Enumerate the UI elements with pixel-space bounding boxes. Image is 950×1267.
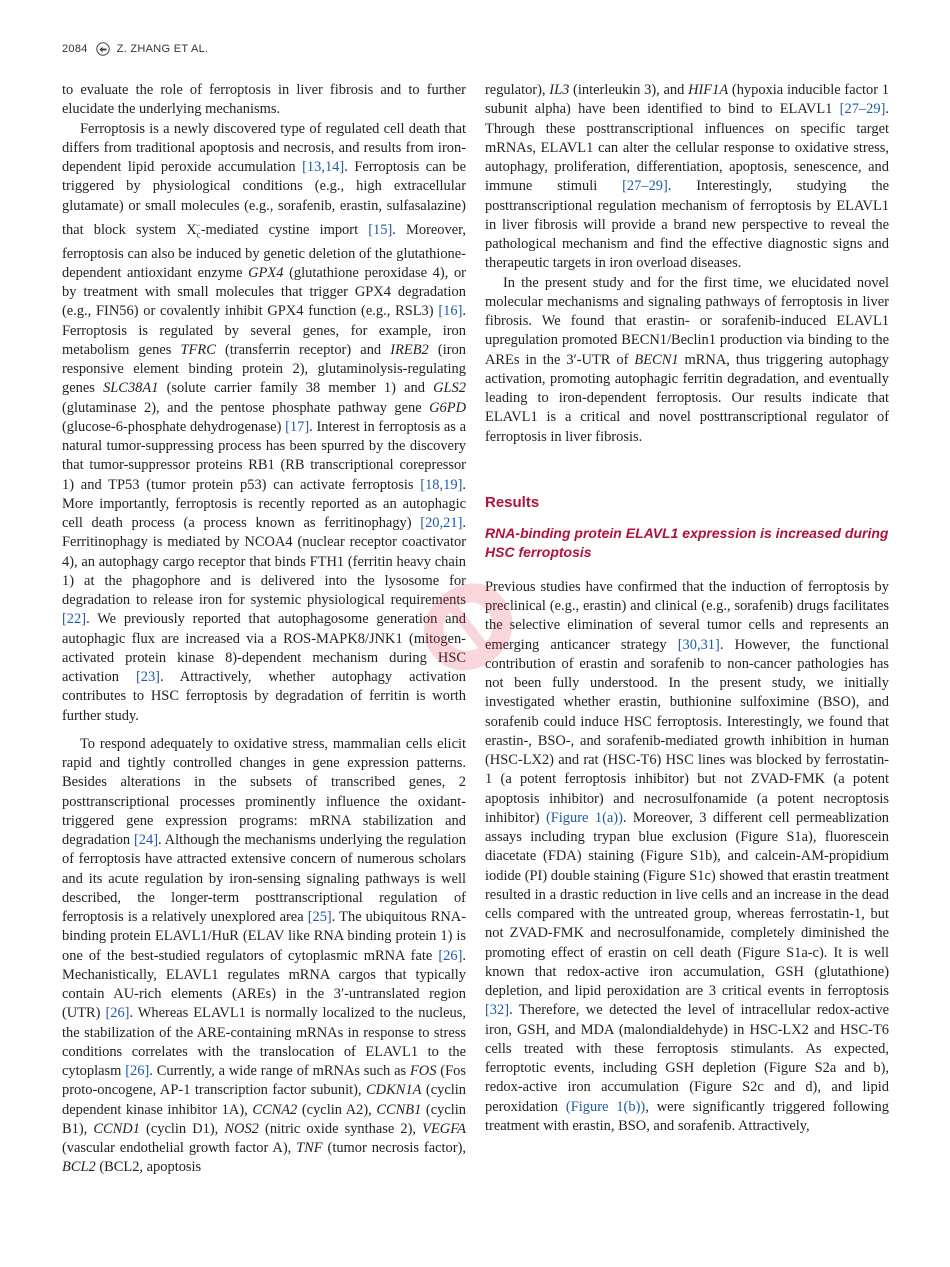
running-head bbox=[62, 40, 208, 58]
paragraph: Ferroptosis is a newly discovered type of regulated cell death that differs from traditional apoptosis and necrosis, and results from iron-dependent lipid peroxide accumulation [13,14]. Ferroptosis can be triggered by physiological conditions (e.g., high extracellular glutamate) or small molecules (e.g., sorafenib, erastin, sulfasalazine) that block system $X_c^-$-mediated cystine import [15]. Moreover, ferroptosis can also be induced by genetic deletion of the glutathione-dependent antioxidant enzyme GPX4 (glutathione peroxidase 4), or by treatment with small molecules that trigger GPX4 degradation (e.g., FIN56) or covalently inhibit GPX4 function (e.g., RSL3) [16]. Ferroptosis is regulated by several genes, for example, iron metabolism genes TFRC (transferrin receptor) and IREB2 (iron responsive element binding protein 2), glutaminolysis-regulating genes SLC38A1 (solute carrier family 38 member 1) and GLS2 (glutaminase 2), and the pentose phosphate pathway gene G6PD (glucose-6-phosphate dehydrogenase) [17]. Interest in ferroptosis as a natural tumor-suppressing process has been spurred by the discovery that tumor-suppressor proteins RB1 (RB transcriptional corepressor 1) and TP53 (tumor protein p53) can activate ferroptosis [18,19]. More importantly, ferroptosis is recently reported as an autophagic cell death process (a process known as ferritinophagy) [20,21]. Ferritinophagy is mediated by NCOA4 (nuclear receptor coactivator 4), an autophagy cargo receptor that binds FTH1 (ferritin heavy chain 1) at the phagophore and is delivered into the lysosome for degradation to release iron for systemic physiological requirements [22]. We previously reported that autophagosome generation and autophagic flux are increased via a ROS-MAPK8/JNK1 (mitogen-activated protein kinase 8)-dependent mechanism during HSC activation [23]. Attractively, whether autophagy activation contributes to HSC ferroptosis by degradation of ferritin is worth further study. bbox=[62, 120, 466, 724]
page-number: 2084 bbox=[62, 43, 88, 55]
citation-link[interactable]: [24] bbox=[133, 832, 159, 849]
citation-link[interactable]: [22] bbox=[62, 611, 87, 628]
paragraph: Previous studies have confirmed that the induction of ferroptosis by preclinical (e.g., erastin) and clinical (e.g., sorafenib) drugs facilitates the selective elimination of several tumor cells and represents an emerging anticancer strategy [30,31]. However, the functional contribution of erastin and sorafenib to non-cancer pathologies has not been fully understood. In the present study, we initially investigated whether erastin, buthionine sulfoximine (BSO), and sorafenib could induce HSC ferroptosis. Interestingly, we found that erastin-, BSO-, and sorafenib-mediated growth inhibition in human (HSC-LX2) and rat (HSC-T6) HSC lines was blocked by ferrostatin-1 (a potent ferroptosis inhibitor) but not ZVAD-FMK (a potent apoptosis inhibitor) and necrosulfonamide (a potent necroptosis inhibitor) (Figure 1(a)). Moreover, 3 different cell permeablization assays including trypan blue exclusion (Figure S1a), fluorescein diacetate (FDA) staining (Figure S1b), and calcein-AM-propidium iodide (PI) double staining (Figure S1c) showed that erastin treatment resulted in a drastic reduction in live cells and an increase in the dead cells compared with the untreated group, whereas ferrostatin-1, but not ZVAD-FMK and necrosulfonamide, completely diminished the promoting effect of erastin on cell death (Figure S1a-c). It is well known that redox-active iron accumulation, GSH (glutathione) depletion, and lipid peroxidation are 3 critical events in ferroptosis [32]. Therefore, we detected the level of intracellular redox-active iron, GSH, and MDA (malondialdehyde) in HSC-LX2 and HSC-T6 cells treated with these ferroptosis stimulants. As expected, ferroptotic events, including GSH depletion (Figure S2a and b), redox-active iron accumulation (Figure S2c and d), and lipid peroxidation (Figure 1(b)), were significantly triggered following treatment with erastin, BSO, and sorafenib. Attractively, bbox=[485, 578, 890, 1134]
paragraph: To respond adequately to oxidative stress, mammalian cells elicit rapid and tightly controlled changes in gene expression patterns. Besides alterations in the subsets of transcribed genes, 2 posttranscriptional processes prominently influence the oxidant-triggered gene expression programs: mRNA stabilization and degradation [24]. Although the mechanisms underlying the regulation of ferroptosis have attracted extensive concern of numerous scholars and its acute regulation by iron-sensing signaling pathways is well described, the longer-term posttranscriptional regulation of ferroptosis is a relatively unexplored area [25]. The ubiquitous RNA-binding protein ELAVL1/HuR (ELAV like RNA binding protein 1) is one of the best-studied regulators of cytoplasmic mRNA fate [26]. Mechanistically, ELAVL1 regulates mRNA cargos that typically contain AU-rich elements (AREs) in the 3′-untranslated region (UTR) [26]. Whereas ELAVL1 is normally localized to the nucleus, the stabilization of the ARE-containing mRNAs in response to stress conditions correlates with the translocation of ELAVL1 to the cytoplasm [26]. Currently, a wide range of mRNAs such as FOS (Fos proto-oncogene, AP-1 transcription factor subunit), CDKN1A (cyclin dependent kinase inhibitor 1A), CCNA2 (cyclin A2), CCNB1 (cyclin B1), CCND1 (cyclin D1), NOS2 (nitric oxide synthase 2), VEGFA (vascular endothelial growth factor A), TNF (tumor necrosis factor), BCL2 (BCL2, apoptosis bbox=[62, 735, 466, 1176]
left-column bbox=[62, 81, 466, 1178]
citation-link[interactable]: [26] bbox=[105, 1005, 130, 1022]
paragraph: regulator), IL3 (interleukin 3), and HIF1A (hypoxia inducible factor 1 subunit alpha) have been identified to bind to ELAVL1 [27–29]. Through these posttranscriptional influences on specific target mRNAs, ELAVL1 can alter the cellular response to oxidative stress, autophagy, proliferation, differentiation, apoptosis, senescence, and immune stimuli [27–29]. Interestingly, studying the posttranscriptional regulation mechanism of ferroptosis by ELAVL1 in liver fibrosis will provide a brand new perspective to reveal the pathological mechanism and find the effective diagnostic signs and therapeutic targets in iron overload diseases. bbox=[485, 82, 890, 272]
right-column bbox=[485, 81, 889, 1136]
citation-link[interactable]: [26] bbox=[438, 947, 463, 964]
publisher-logo-icon bbox=[96, 42, 110, 56]
citation-link[interactable]: [25] bbox=[307, 909, 332, 926]
figure-link[interactable]: (Figure 1(b)) bbox=[565, 1098, 646, 1115]
citation-link[interactable]: [20,21] bbox=[420, 515, 463, 532]
citation-link[interactable]: [13,14] bbox=[302, 159, 345, 175]
figure-link[interactable]: (Figure 1(a)) bbox=[545, 809, 623, 826]
citation-link[interactable]: [17] bbox=[285, 418, 310, 435]
running-head-authors: Z. ZHANG ET AL. bbox=[116, 43, 209, 55]
citation-link[interactable]: [27–29] bbox=[839, 101, 886, 118]
citation-link[interactable]: [23] bbox=[135, 669, 160, 686]
section-heading: Results bbox=[485, 493, 540, 511]
paragraph: In the present study and for the first time, we elucidated novel molecular mechanisms and signaling pathways of ferroptosis in liver fibrosis. We found that erastin- or sorafenib-induced ELAVL1 upregulation promoted BECN1/Beclin1 production via binding to the AREs in the 3′-UTR of BECN1 mRNA, thus triggering autophagy activation, promoting autophagic ferritin degradation, and eventually leading to iron-dependent ferroptosis. Our results indicate that ELAVL1 is a critical and novel posttranscriptional regulator of ferroptosis in liver fibrosis. bbox=[485, 274, 889, 445]
citation-link[interactable]: [18,19] bbox=[420, 476, 463, 493]
citation-link[interactable]: [26] bbox=[125, 1063, 150, 1080]
citation-link[interactable]: [16] bbox=[438, 303, 463, 320]
subsection-heading: RNA-binding protein ELAVL1 expression is increased during HSC ferroptosis bbox=[485, 524, 889, 560]
citation-link[interactable]: [32] bbox=[485, 1002, 510, 1019]
paragraph: to evaluate the role of ferroptosis in liver fibrosis and to further elucidate the underlying mechanisms. bbox=[62, 82, 466, 118]
citation-link[interactable]: [27–29] bbox=[622, 178, 668, 195]
citation-link[interactable]: [30,31] bbox=[677, 636, 720, 653]
citation-link[interactable]: [15] bbox=[368, 221, 393, 238]
